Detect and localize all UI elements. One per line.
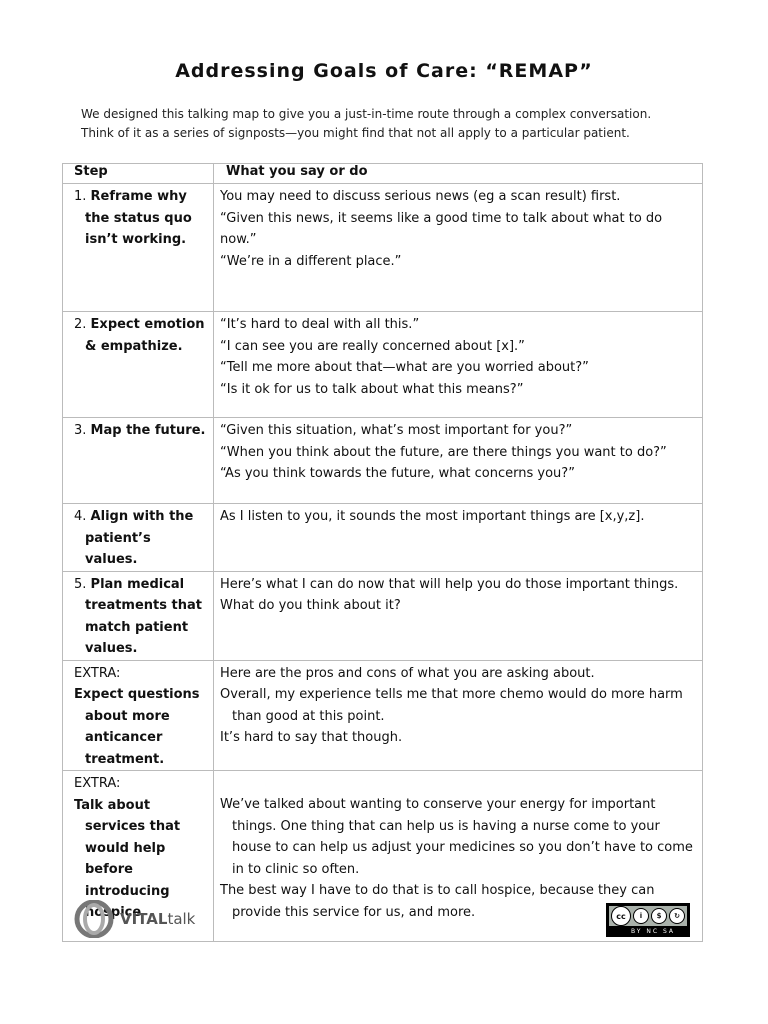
cc-icon: cc	[611, 906, 631, 926]
step-label: introducing	[85, 883, 170, 899]
step-number: 4.	[74, 509, 87, 524]
step-label: Reframe why	[90, 189, 187, 204]
step-label: the status quo	[85, 210, 192, 226]
sharealike-icon: ↻	[669, 908, 685, 924]
step-cell	[63, 312, 214, 418]
step-label: services that	[85, 819, 181, 834]
header-what-you-say: What you say or do	[214, 164, 703, 184]
extra-label: EXTRA:	[74, 776, 121, 791]
step-cell	[63, 504, 214, 572]
step-label: Map the future.	[90, 423, 206, 438]
vitaltalk-logo	[74, 900, 195, 938]
step-number: 5.	[74, 576, 87, 592]
step-label: Align with the	[90, 509, 194, 524]
step-cell	[63, 571, 214, 660]
say-line: Here’s what I can do now that will help you do those important things.	[220, 576, 679, 592]
step-label: Talk about	[74, 797, 151, 813]
noncommercial-icon: $	[651, 908, 667, 924]
say-line: “Given this news, it seems like a good time to talk about what to do now.”	[220, 210, 663, 247]
step-number: 1.	[74, 189, 87, 204]
table-row	[63, 184, 703, 312]
step-label: match patient	[85, 619, 189, 635]
vitaltalk-ring-icon	[74, 900, 114, 938]
say-cell	[214, 660, 703, 771]
step-label: treatments that	[85, 598, 202, 613]
attribution-icon: i	[633, 908, 649, 924]
say-cell	[214, 504, 703, 572]
license-text: BY NC SA	[631, 928, 675, 935]
table-row	[63, 571, 703, 660]
intro-line-2: Think of it as a series of signposts—you might find that not all apply to a particular patient.	[81, 126, 630, 140]
say-line: You may need to discuss serious news (eg a scan result) first.	[220, 189, 621, 204]
say-line: Overall, my experience tells me that more chemo would do more harm than good at this point.	[220, 687, 683, 724]
say-line: We’ve talked about wanting to conserve your energy for important things. One thing that can help us is having a nurse come to your house to can help us adjust your medicines so you don’t have to come in to clinic so often.	[220, 797, 693, 877]
step-label: isn’t working.	[85, 232, 187, 247]
say-cell	[214, 418, 703, 504]
say-line: “We’re in a different place.”	[220, 253, 402, 269]
step-cell	[63, 184, 214, 312]
table-row	[63, 418, 703, 504]
intro-line-1: We designed this talking map to give you a just-in-time route through a complex conversation.	[81, 107, 652, 121]
say-line: “Given this situation, what’s most important for you?”	[220, 423, 573, 438]
step-label: about more	[85, 708, 170, 724]
step-number: 3.	[74, 423, 87, 438]
step-cell	[63, 418, 214, 504]
say-cell	[214, 571, 703, 660]
step-label: patient’s values.	[85, 530, 151, 567]
table-row	[63, 660, 703, 771]
step-label: Expect questions	[74, 687, 200, 702]
say-line: “As you think towards the future, what concerns you?”	[220, 466, 575, 481]
logo-text-strong: VITAL	[120, 910, 168, 928]
say-cell	[214, 184, 703, 312]
creative-commons-license-badge	[606, 903, 690, 937]
say-line: “When you think about the future, are there things you want to do?”	[220, 444, 667, 460]
step-label: Plan medical	[90, 576, 185, 592]
logo-text-rest: talk	[167, 910, 196, 928]
say-line: Here are the pros and cons of what you are asking about.	[220, 665, 595, 681]
step-number: 2.	[74, 317, 87, 332]
step-label: hospice	[85, 905, 142, 920]
step-label: would help	[85, 840, 166, 856]
step-label: Expect emotion	[90, 317, 205, 332]
step-label: values.	[85, 641, 138, 656]
intro-paragraph	[81, 105, 701, 143]
table-row	[63, 504, 703, 572]
say-line: It’s hard to say that though.	[220, 730, 403, 745]
logo-text	[120, 910, 195, 928]
table-header-row	[63, 164, 703, 184]
say-line: “I can see you are really concerned about [x].”	[220, 338, 525, 354]
say-line: As I listen to you, it sounds the most important things are [x,y,z].	[220, 509, 645, 524]
say-line: What do you think about it?	[220, 598, 401, 613]
say-cell	[214, 312, 703, 418]
step-label: anticancer	[85, 730, 163, 745]
say-line: “Is it ok for us to talk about what this means?”	[220, 381, 524, 397]
step-label: & empathize.	[85, 338, 183, 354]
extra-label: EXTRA:	[74, 665, 121, 681]
say-line: “Tell me more about that—what are you worried about?”	[220, 360, 589, 375]
header-step: Step	[63, 164, 214, 184]
say-line: The best way I have to do that is to call hospice, because they can provide this service for us, and more.	[220, 883, 655, 920]
step-label: treatment.	[85, 751, 165, 767]
say-line: “It’s hard to deal with all this.”	[220, 317, 420, 332]
step-label: before	[85, 862, 133, 877]
document-title: Addressing Goals of Care: “REMAP”	[175, 60, 593, 82]
step-cell	[63, 660, 214, 771]
talking-map-table	[62, 163, 703, 942]
table-row	[63, 312, 703, 418]
